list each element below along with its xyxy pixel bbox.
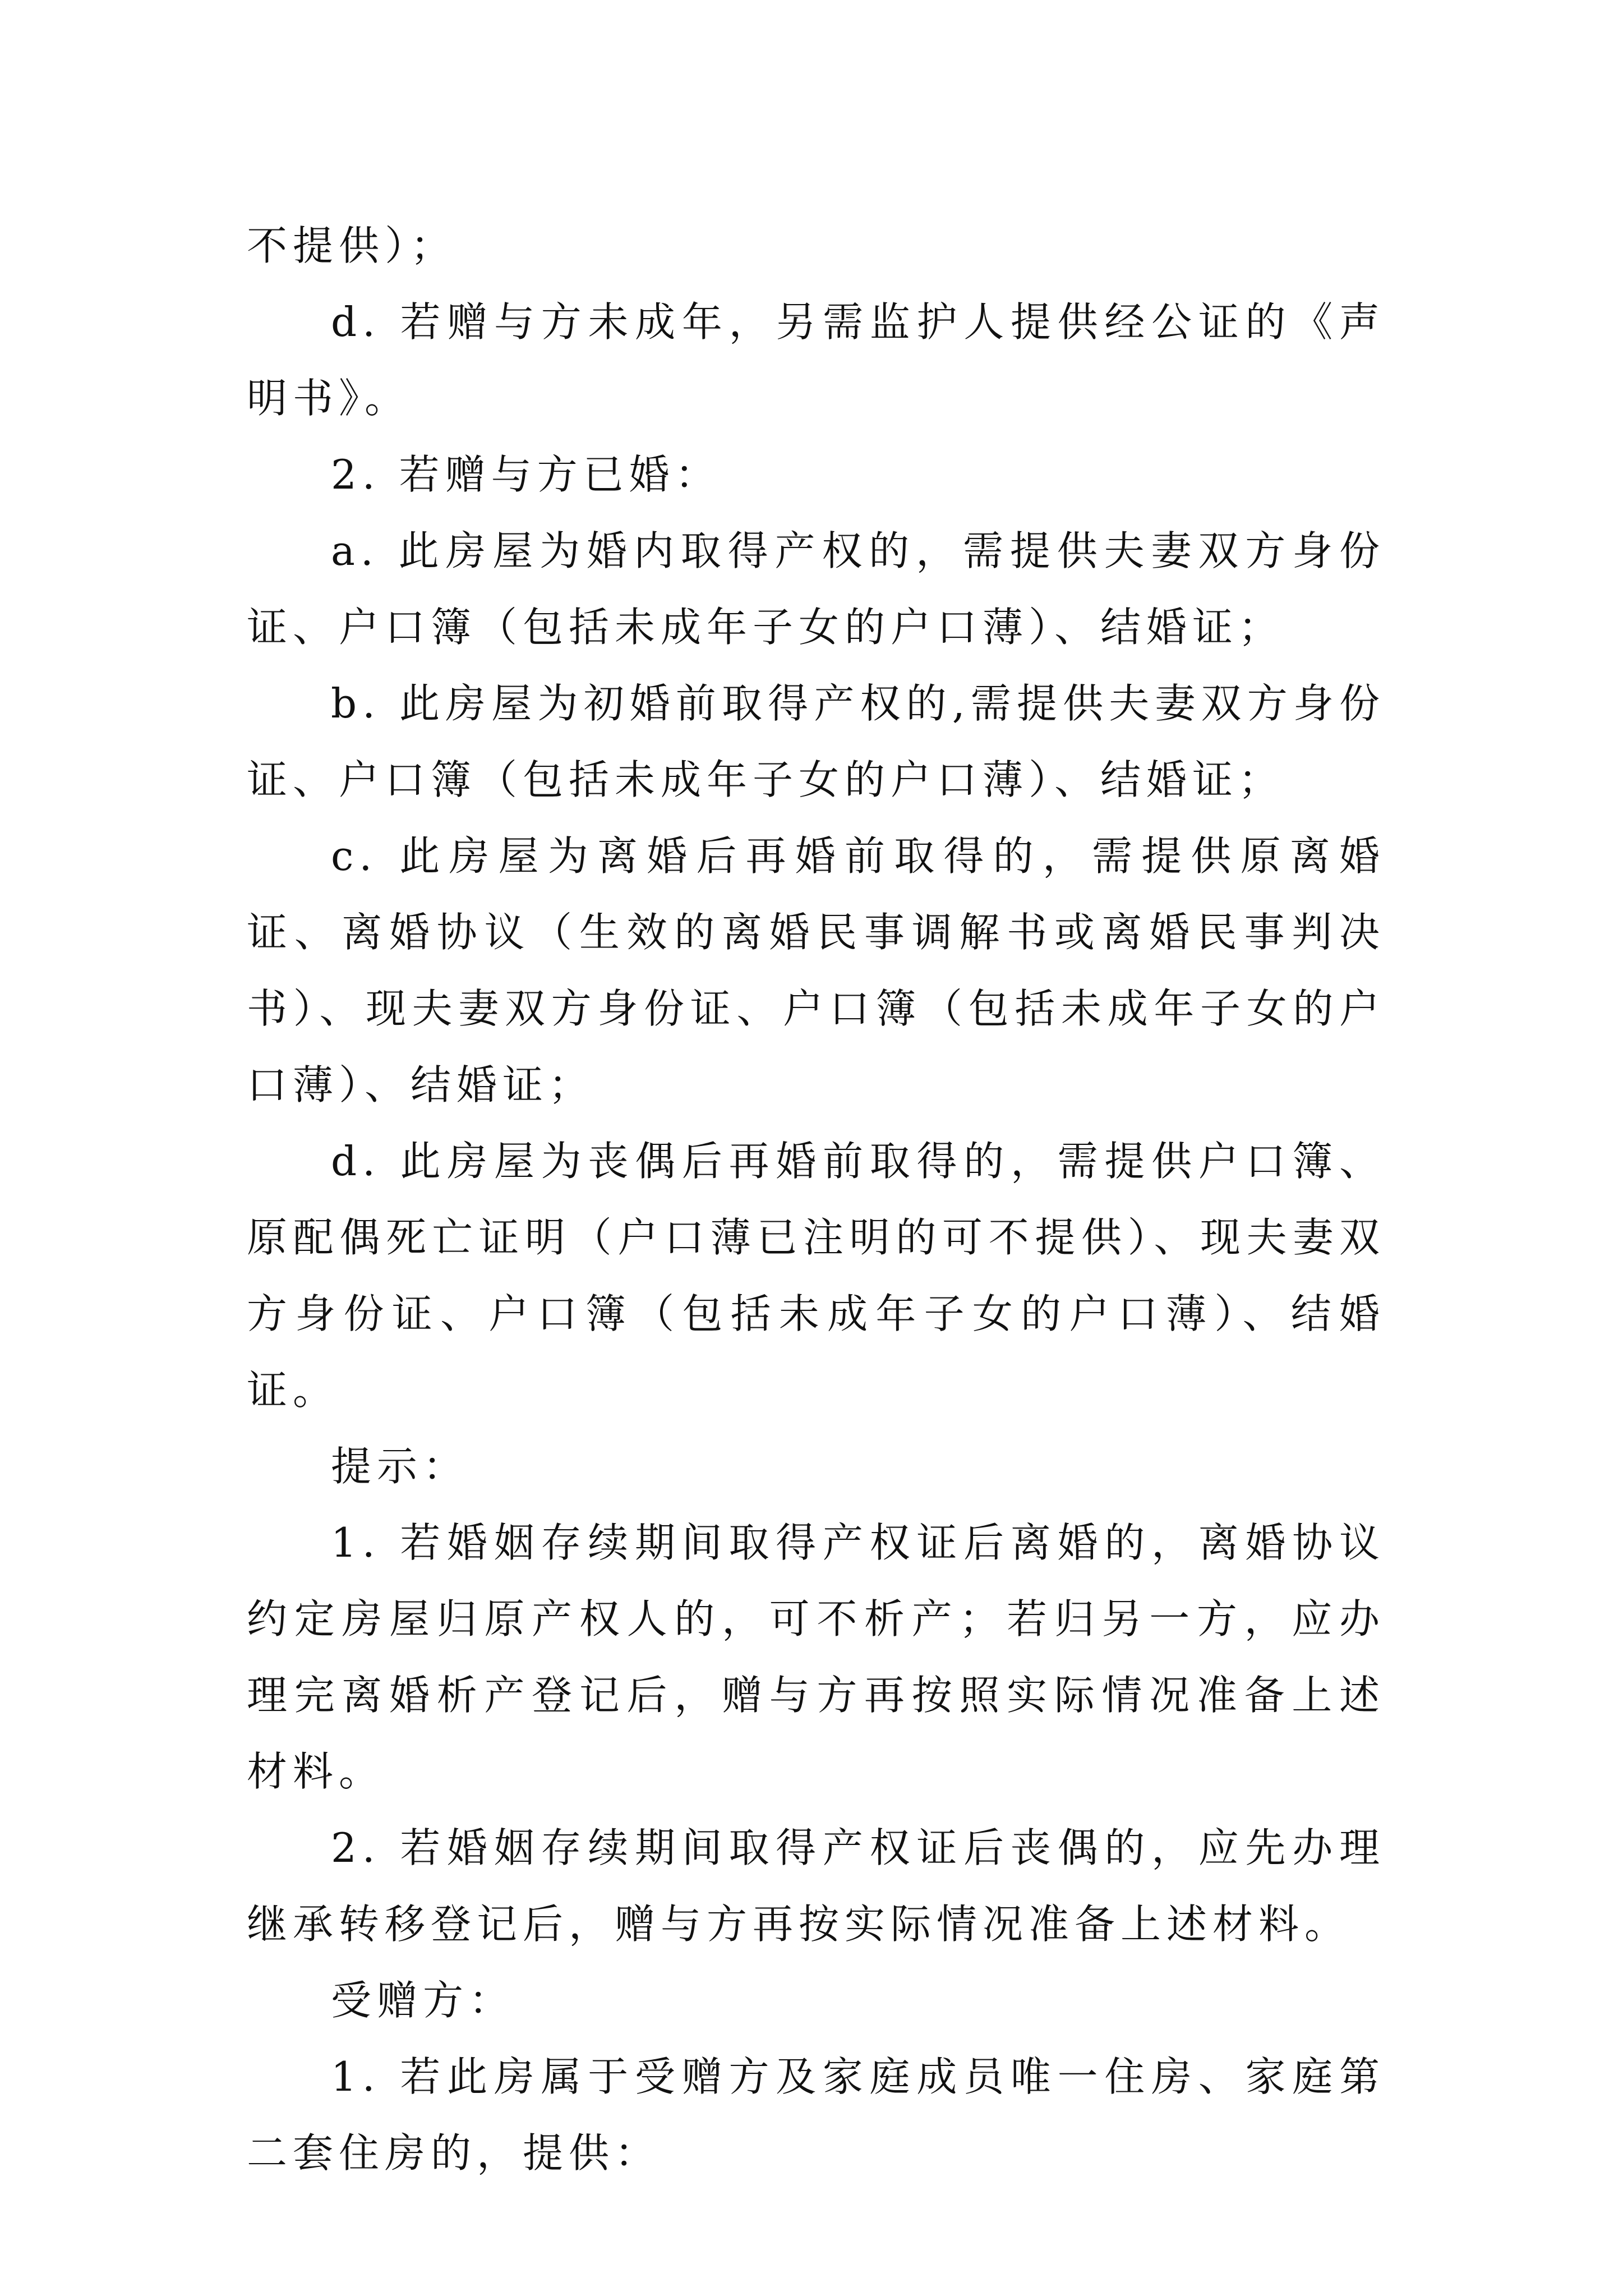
paragraph-6: c. 此房屋为离婚后再婚前取得的，需提供原离婚证、离婚协议（生效的离婚民事调解书或离婚民事判决书）、现夫妻双方身份证、户口簿（包括未成年子女的户口薄）、结婚证；	[247, 832, 1385, 1108]
paragraph-8: 提示：	[331, 1443, 469, 1490]
paragraph-10: 2. 若婚姻存续期间取得产权证后丧偶的，应先办理继承转移登记后，赠与方再按实际情况准备上述材料。	[247, 1824, 1385, 1948]
paragraph-11: 受赠方：	[331, 1977, 515, 2024]
paragraph-3: 2. 若赠与方已婚：	[331, 451, 721, 498]
paragraph-12: 1. 若此房属于受赠方及家庭成员唯一住房、家庭第二套住房的，提供：	[247, 2053, 1385, 2177]
paragraph-9: 1. 若婚姻存续期间取得产权证后离婚的，离婚协议约定房屋归原产权人的，可不析产；若归另一方，应办理完离婚析产登记后，赠与方再按照实际情况准备上述材料。	[247, 1519, 1385, 1795]
paragraph-5: b. 此房屋为初婚前取得产权的,需提供夫妻双方身份证、户口簿（包括未成年子女的户口薄）、结婚证；	[247, 680, 1385, 803]
document-body	[247, 208, 1385, 2191]
paragraph-1: 不提供）；	[247, 222, 457, 269]
paragraph-4: a. 此房屋为婚内取得产权的，需提供夫妻双方身份证、户口簿（包括未成年子女的户口薄）、结婚证；	[247, 527, 1385, 651]
paragraph-2: d. 若赠与方未成年，另需监护人提供经公证的《声明书》。	[247, 298, 1385, 422]
paragraph-7: d. 此房屋为丧偶后再婚前取得的，需提供户口簿、原配偶死亡证明（户口薄已注明的可不提供）、现夫妻双方身份证、户口簿（包括未成年子女的户口薄）、结婚证。	[247, 1138, 1385, 1414]
